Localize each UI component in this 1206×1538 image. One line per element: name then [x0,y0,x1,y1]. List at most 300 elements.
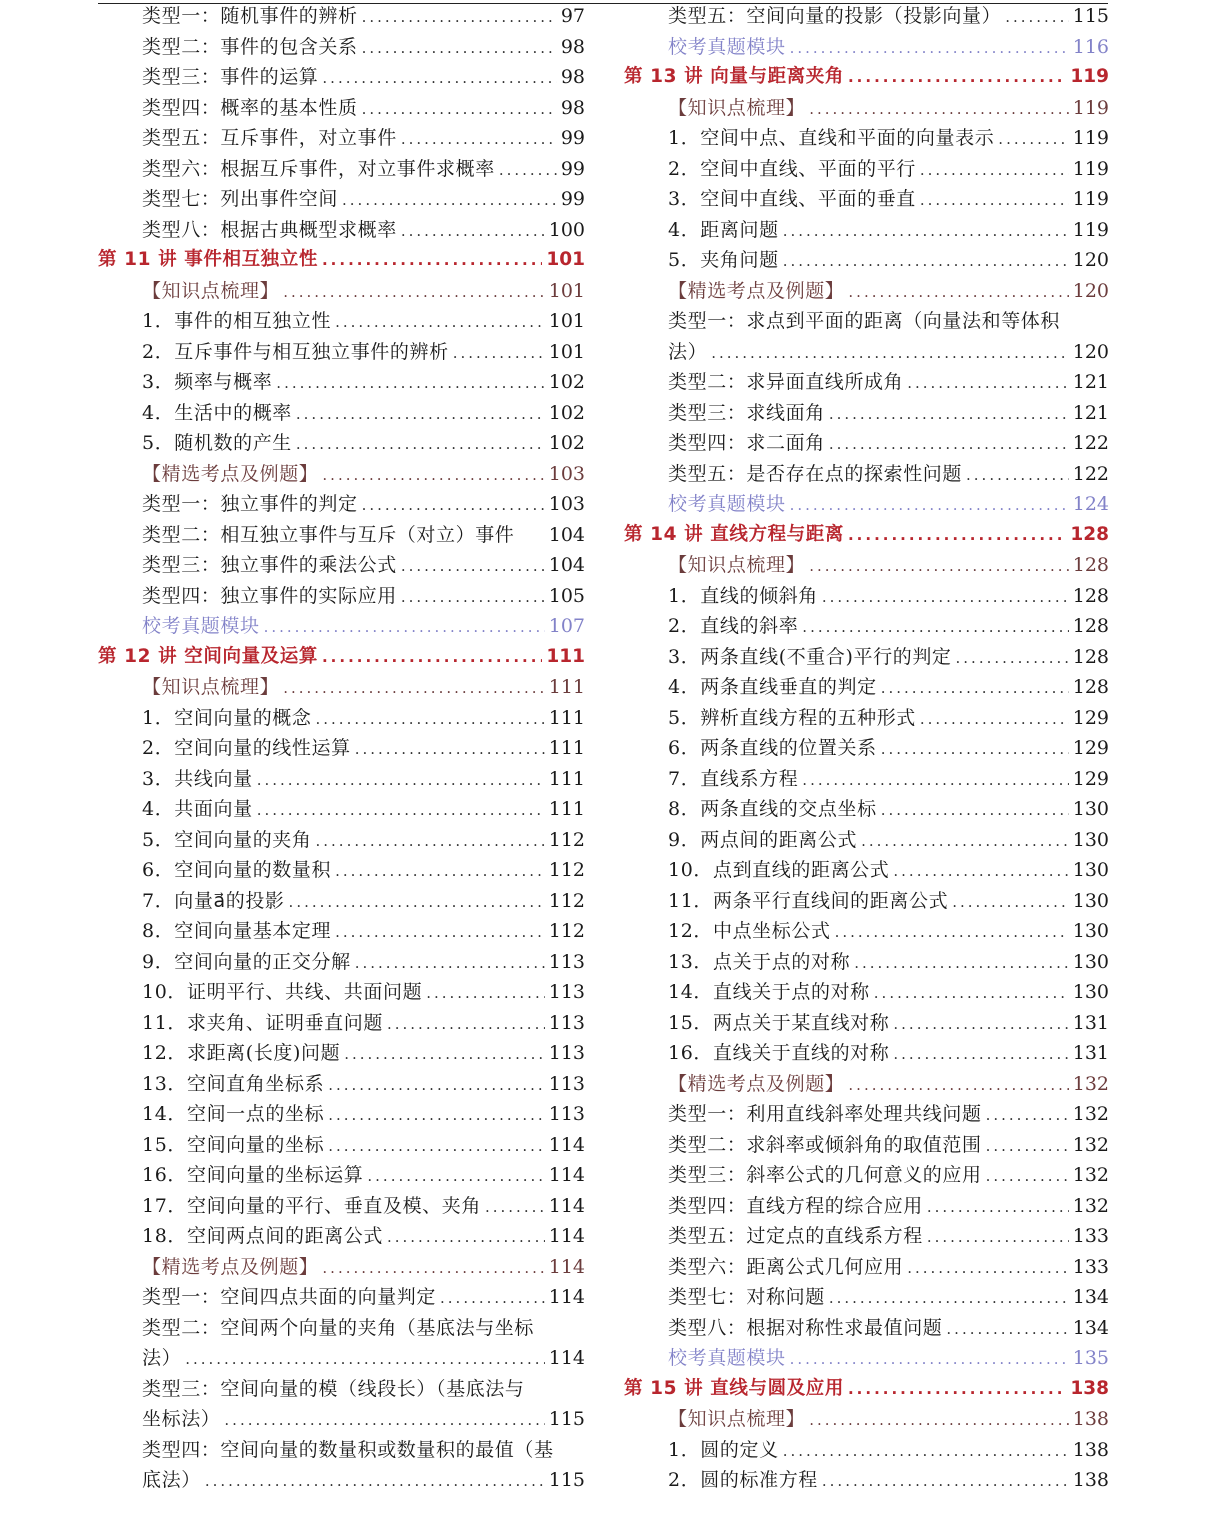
toc-page-number: 98 [560,66,585,88]
toc-chapter-heading[interactable] [98,642,585,673]
toc-entry-label: 类型三：独立事件的乘法公式 [142,554,397,576]
toc-entry-label: 【精选考点及例题】 [668,279,845,302]
toc-entry-label: 类型一：求点到平面的距离（向量法和等体积 [668,310,1061,332]
toc-exam-module[interactable] [624,1343,1109,1374]
toc-entry[interactable] [98,184,585,215]
toc-dot-leader [205,1466,545,1497]
toc-dot-leader [289,887,545,918]
toc-entry-label: 第 13 讲 向量与距离夹角 [624,66,844,87]
toc-dot-leader [986,1131,1069,1162]
toc-page-number: 133 [1072,1225,1109,1247]
toc-chapter-heading[interactable] [624,62,1109,93]
toc-entry-label: 类型七：对称问题 [668,1286,825,1308]
toc-entry[interactable] [98,489,585,520]
toc-dot-leader [829,1283,1069,1314]
toc-page-number: 128 [1072,615,1109,637]
toc-page-number: 130 [1072,798,1109,820]
toc-entry-label: 类型四：概率的基本性质 [142,96,358,119]
toc-entry-label: 3．共线向量 [142,767,253,790]
toc-dot-leader [344,1039,545,1070]
toc-page-number: 111 [548,767,585,790]
toc-dot-leader [848,277,1068,308]
toc-dot-leader [322,63,556,94]
toc-entry[interactable] [624,642,1109,673]
toc-entry[interactable] [624,1465,1109,1496]
toc-dot-leader [822,582,1069,613]
toc-page-number: 101 [548,279,585,302]
toc-dot-leader [874,978,1069,1009]
toc-dot-leader [952,887,1069,918]
toc-entry-label: 类型四：空间向量的数量积或数量积的最值（基 [142,1438,554,1461]
toc-dot-leader [264,612,545,643]
toc-dot-leader [335,917,545,948]
toc-entry-wrapped-line[interactable] [98,1435,585,1466]
toc-exam-module[interactable] [98,611,585,642]
toc-chapter-heading[interactable] [98,245,585,276]
toc-entry[interactable] [98,520,585,551]
toc-page-number: 112 [548,859,585,881]
toc-entry-label: 【精选考点及例题】 [668,1072,845,1095]
toc-entry[interactable] [624,367,1109,398]
toc-page-number: 99 [560,188,585,210]
toc-page-number: 98 [560,96,585,119]
toc-entry-label: 1．空间中点、直线和平面的向量表示 [668,127,995,149]
toc-dot-leader [829,429,1069,460]
toc-page-number: 138 [1072,1438,1109,1461]
toc-dot-leader [440,1283,545,1314]
toc-section-heading[interactable] [624,550,1109,581]
toc-entry[interactable] [624,581,1109,612]
toc-dot-leader [401,551,545,582]
toc-dot-leader [322,245,542,276]
toc-exam-module[interactable] [624,489,1109,520]
toc-entry-label: 底法） [142,1469,201,1491]
toc-entry-label: 校考真题模块 [142,615,260,637]
toc-page-number: 129 [1072,737,1109,759]
toc-dot-leader [881,795,1069,826]
toc-entry-label: 类型五：空间向量的投影（投影向量） [668,5,1002,27]
toc-entry-label: 8．空间向量基本定理 [142,920,332,942]
toc-entry-label: 14．直线关于点的对称 [668,981,870,1003]
toc-entry[interactable] [98,1038,585,1069]
toc-entry[interactable] [98,428,585,459]
toc-entry-label: 类型五：过定点的直线系方程 [668,1225,923,1247]
toc-dot-leader [893,1009,1068,1040]
toc-entry[interactable] [98,550,585,581]
toc-entry[interactable] [624,1282,1109,1313]
toc-page-number: 129 [1072,706,1109,729]
toc-entry-label: 6．空间向量的数量积 [142,859,332,881]
toc-entry-label: 【知识点梳理】 [668,1408,806,1430]
toc-dot-leader [316,826,545,857]
toc-entry[interactable] [624,1,1109,32]
toc-dot-leader [907,1253,1069,1284]
toc-entry-label: 2．直线的斜率 [668,615,799,637]
toc-dot-leader [848,520,1066,551]
toc-entry-label: 第 12 讲 空间向量及运算 [98,645,318,667]
toc-entry[interactable] [98,764,585,795]
toc-entry-label: 17．空间向量的平行、垂直及模、夹角 [142,1194,481,1217]
toc-entry-label: 类型七：列出事件空间 [142,188,339,210]
toc-dot-leader [401,124,557,155]
toc-dot-leader [809,1405,1069,1436]
toc-entry-label: 类型一：独立事件的判定 [142,493,358,515]
toc-entry-label: 类型五：是否存在点的探索性问题 [668,462,963,485]
toc-entry[interactable] [98,1404,585,1435]
toc-entry-label: 类型二：求斜率或倾斜角的取值范围 [668,1133,982,1156]
toc-entry-label: 2．圆的标准方程 [668,1469,818,1491]
toc-entry[interactable] [624,1099,1109,1130]
toc-section-heading[interactable] [98,1252,585,1283]
toc-page-number: 119 [1072,157,1109,180]
toc-dot-leader [322,1253,544,1284]
toc-entry[interactable] [98,1069,585,1100]
toc-page-number: 115 [1072,5,1109,27]
toc-entry[interactable] [624,947,1109,978]
toc-entry-label: 类型四：独立事件的实际应用 [142,584,397,607]
toc-entry[interactable] [98,367,585,398]
toc-section-heading[interactable] [98,276,585,307]
toc-page-number: 128 [1072,676,1109,698]
toc-entry[interactable] [98,32,585,63]
toc-entry-label: 类型八：根据古典概型求概率 [142,218,397,241]
toc-page-number: 120 [1072,340,1109,363]
toc-dot-leader [986,1161,1069,1192]
toc-entry-label: 6．两条直线的位置关系 [668,737,877,759]
toc-entry-label: 16．空间向量的坐标运算 [142,1164,364,1186]
toc-entry[interactable] [624,1221,1109,1252]
toc-page-number: 101 [548,310,585,332]
toc-entry[interactable] [98,855,585,886]
toc-entry-label: 类型四：直线方程的综合应用 [668,1194,923,1217]
toc-page-number: 132 [1072,1072,1109,1095]
toc-entry[interactable] [98,1008,585,1039]
toc-entry-label: 第 14 讲 直线方程与距离 [624,523,844,545]
toc-dot-leader [966,460,1069,491]
toc-entry[interactable] [98,398,585,429]
toc-dot-leader [848,1070,1068,1101]
toc-entry-label: 4．距离问题 [668,218,779,241]
toc-page-number: 129 [1072,767,1109,790]
toc-entry-label: 类型一：利用直线斜率处理共线问题 [668,1103,982,1125]
toc-dot-leader [956,643,1069,674]
toc-entry-label: 16．直线关于直线的对称 [668,1042,890,1064]
toc-entry[interactable] [624,1008,1109,1039]
toc-dot-leader [499,155,557,186]
toc-section-heading[interactable] [624,1069,1109,1100]
toc-entry-label: 类型三：求线面角 [668,401,825,424]
toc-page-number: 114 [548,1164,585,1186]
toc-entry-wrapped-line[interactable] [98,1374,585,1405]
toc-page-number: 113 [548,950,585,973]
toc-page-number: 102 [548,432,585,454]
toc-entry-label: 校考真题模块 [668,493,786,515]
toc-dot-leader [322,460,544,491]
toc-page-number: 101 [546,249,585,270]
toc-page-number: 132 [1072,1103,1109,1125]
toc-entry[interactable] [98,306,585,337]
toc-entry[interactable] [98,825,585,856]
toc-dot-leader [355,948,545,979]
toc-entry[interactable] [624,855,1109,886]
toc-page-number: 103 [548,462,585,485]
toc-entry[interactable] [98,337,585,368]
toc-page-number: 114 [548,1255,585,1278]
toc-entry[interactable] [98,977,585,1008]
toc-entry[interactable] [624,337,1109,368]
toc-section-heading[interactable] [624,93,1109,124]
toc-entry[interactable] [624,398,1109,429]
toc-dot-leader [783,1436,1069,1467]
toc-entry-label: 1．空间向量的概念 [142,706,312,729]
toc-entry-label: 类型五：互斥事件，对立事件 [142,127,397,149]
toc-page-number: 114 [548,1225,585,1247]
toc-dot-leader [224,1405,544,1436]
toc-entry-label: 3．空间中直线、平面的垂直 [668,188,916,210]
toc-page-number: 130 [1072,981,1109,1003]
toc-entry-label: 8．两条直线的交点坐标 [668,798,877,820]
toc-entry-label: 11．两条平行直线间的距离公式 [668,889,949,912]
toc-entry[interactable] [624,154,1109,185]
toc-page-number: 114 [548,1133,585,1156]
toc-page-number: 130 [1072,889,1109,912]
toc-entry[interactable] [98,886,585,917]
toc-entry-label: 类型二：求异面直线所成角 [668,371,904,393]
toc-entry[interactable] [98,1282,585,1313]
toc-dot-leader [257,795,545,826]
toc-entry[interactable] [98,1130,585,1161]
toc-entry[interactable] [98,1,585,32]
toc-dot-leader [881,673,1069,704]
toc-entry[interactable] [624,1191,1109,1222]
toc-entry-label: 【知识点梳理】 [142,676,280,698]
toc-page-number: 130 [1072,920,1109,942]
toc-dot-leader [185,1344,545,1375]
toc-dot-leader [276,368,544,399]
toc-entry[interactable] [624,1160,1109,1191]
toc-entry-label: 7．直线系方程 [668,767,799,790]
toc-page-number: 122 [1072,432,1109,454]
toc-entry-label: 类型八：根据对称性求最值问题 [668,1316,943,1339]
toc-entry-label: 【精选考点及例题】 [142,1255,319,1278]
toc-entry[interactable] [624,977,1109,1008]
toc-dot-leader [927,1222,1069,1253]
toc-entry-label: 类型二：空间两个向量的夹角（基底法与坐标 [142,1316,535,1339]
toc-dot-leader [711,338,1069,369]
toc-entry[interactable] [624,733,1109,764]
toc-entry-label: 类型三：事件的运算 [142,66,319,88]
toc-entry[interactable] [98,581,585,612]
toc-entry[interactable] [624,794,1109,825]
toc-page-number: 113 [548,1011,585,1034]
toc-section-heading[interactable] [624,276,1109,307]
toc-entry[interactable] [624,886,1109,917]
toc-entry[interactable] [624,459,1109,490]
toc-page-number: 111 [548,798,585,820]
toc-page-number: 128 [1072,554,1109,576]
toc-entry-label: 类型一：随机事件的辨析 [142,5,358,27]
toc-dot-leader [355,734,545,765]
toc-entry[interactable] [98,1343,585,1374]
toc-dot-leader [296,429,545,460]
toc-page-number: 113 [548,981,585,1003]
toc-page-number: 130 [1072,950,1109,973]
toc-entry[interactable] [624,703,1109,734]
toc-entry[interactable] [98,703,585,734]
toc-dot-leader [257,765,545,796]
toc-entry[interactable] [624,245,1109,276]
toc-entry-label: 3．频率与概率 [142,371,273,393]
toc-page-number: 100 [548,218,585,241]
toc-page-number: 122 [1072,462,1109,485]
toc-entry[interactable] [98,1465,585,1496]
toc-dot-leader [809,94,1069,125]
toc-dot-leader [283,673,545,704]
toc-dot-leader [822,1466,1069,1497]
toc-page-number: 138 [1070,1377,1109,1399]
toc-page-number: 112 [548,889,585,912]
toc-entry[interactable] [98,1191,585,1222]
toc-dot-leader [335,856,545,887]
toc-page-number: 131 [1072,1011,1109,1034]
toc-dot-leader [893,856,1068,887]
toc-page-number: 119 [1070,66,1109,87]
toc-dot-leader [401,216,545,247]
toc-page-number: 115 [548,1408,585,1430]
toc-entry-label: 校考真题模块 [668,35,786,58]
toc-page-number: 111 [546,645,585,667]
toc-page-number: 119 [1072,218,1109,241]
toc-entry[interactable] [624,825,1109,856]
toc-entry-label: 第 15 讲 直线与圆及应用 [624,1377,844,1399]
toc-entry-label: 类型二：相互独立事件与互斥（对立）事件 [142,523,515,546]
toc-entry[interactable] [624,1130,1109,1161]
toc-chapter-heading[interactable] [624,1374,1109,1405]
toc-entry-label: 类型三：空间向量的模（线段长）（基底法与 [142,1377,525,1400]
toc-dot-leader [848,62,1066,93]
toc-entry-label: 5．辨析直线方程的五种形式 [668,706,916,729]
toc-page-number: 132 [1072,1133,1109,1156]
toc-entry[interactable] [98,215,585,246]
toc-dot-leader [296,399,545,430]
toc-page-number: 121 [1072,401,1109,424]
toc-dot-leader [927,1192,1069,1223]
toc-dot-leader [809,551,1069,582]
toc-entry[interactable] [624,184,1109,215]
toc-dot-leader [802,612,1068,643]
toc-entry-label: 校考真题模块 [668,1347,786,1369]
toc-entry[interactable] [624,764,1109,795]
toc-page-number: 121 [1072,371,1109,393]
toc-dot-leader [986,1100,1069,1131]
toc-entry[interactable] [624,1252,1109,1283]
toc-entry[interactable] [624,1313,1109,1344]
toc-page-number: 128 [1072,584,1109,607]
toc-page-number: 113 [548,1042,585,1064]
toc-entry-label: 5．随机数的产生 [142,432,292,454]
toc-entry[interactable] [98,1160,585,1191]
toc-right-column [624,1,1109,1496]
toc-entry-label: 1．圆的定义 [668,1438,779,1461]
toc-entry-wrapped-line[interactable] [624,306,1109,337]
toc-dot-leader [790,490,1069,521]
toc-dot-leader [861,826,1069,857]
toc-entry[interactable] [624,428,1109,459]
toc-dot-leader [387,1222,545,1253]
toc-page-number: 135 [1072,1347,1109,1369]
toc-entry[interactable] [624,123,1109,154]
toc-page-number: 112 [548,828,585,851]
toc-page-number: 105 [548,584,585,607]
toc-entry-label: 5．夹角问题 [668,249,779,271]
toc-entry[interactable] [98,947,585,978]
toc-entry[interactable] [624,672,1109,703]
toc-entry-label: 14．空间一点的坐标 [142,1103,325,1125]
toc-entry-label: 类型六：根据互斥事件，对立事件求概率 [142,157,495,180]
toc-entry[interactable] [624,1435,1109,1466]
toc-section-heading[interactable] [98,672,585,703]
toc-section-heading[interactable] [98,459,585,490]
toc-page-number: 111 [548,737,585,759]
toc-dot-leader [328,1070,545,1101]
toc-entry-label: 类型三：斜率公式的几何意义的应用 [668,1164,982,1186]
toc-page-number: 128 [1072,645,1109,668]
toc-dot-leader [367,1161,544,1192]
toc-page-number: 104 [548,554,585,576]
toc-entry[interactable] [624,215,1109,246]
toc-entry-label: 类型四：求二面角 [668,432,825,454]
toc-chapter-heading[interactable] [624,520,1109,551]
toc-entry[interactable] [98,123,585,154]
toc-page-number: 114 [548,1347,585,1369]
toc-entry[interactable] [624,1038,1109,1069]
toc-page-number: 132 [1072,1164,1109,1186]
toc-page-number: 113 [548,1103,585,1125]
toc-dot-leader [790,33,1069,64]
toc-page-number: 103 [548,493,585,515]
toc-entry[interactable] [624,611,1109,642]
toc-entry[interactable] [624,916,1109,947]
toc-exam-module[interactable] [624,32,1109,63]
toc-entry-label: 9．空间向量的正交分解 [142,950,351,973]
toc-entry[interactable] [98,916,585,947]
toc-dot-leader [362,94,557,125]
toc-entry[interactable] [98,62,585,93]
toc-dot-leader [342,185,557,216]
toc-entry-label: 坐标法） [142,1408,221,1430]
toc-section-heading[interactable] [624,1404,1109,1435]
toc-entry[interactable] [98,154,585,185]
toc-entry[interactable] [98,794,585,825]
toc-dot-leader [362,2,557,33]
toc-dot-leader [783,246,1069,277]
toc-entry-label: 类型一：空间四点共面的向量判定 [142,1286,437,1308]
toc-entry[interactable] [98,93,585,124]
toc-dot-leader [835,917,1069,948]
toc-page-number: 134 [1072,1316,1109,1339]
toc-page-number: 97 [560,5,585,27]
toc-entry-label: 4．生活中的概率 [142,401,292,424]
toc-entry[interactable] [98,733,585,764]
toc-entry-label: 3．两条直线(不重合)平行的判定 [668,645,952,668]
toc-page-number: 120 [1072,279,1109,302]
toc-entry-wrapped-line[interactable] [98,1313,585,1344]
toc-entry[interactable] [98,1099,585,1130]
toc-dot-leader [920,155,1069,186]
toc-entry[interactable] [98,1221,585,1252]
toc-entry-label: 11．求夹角、证明垂直问题 [142,1011,383,1034]
toc-page-number: 120 [1072,249,1109,271]
